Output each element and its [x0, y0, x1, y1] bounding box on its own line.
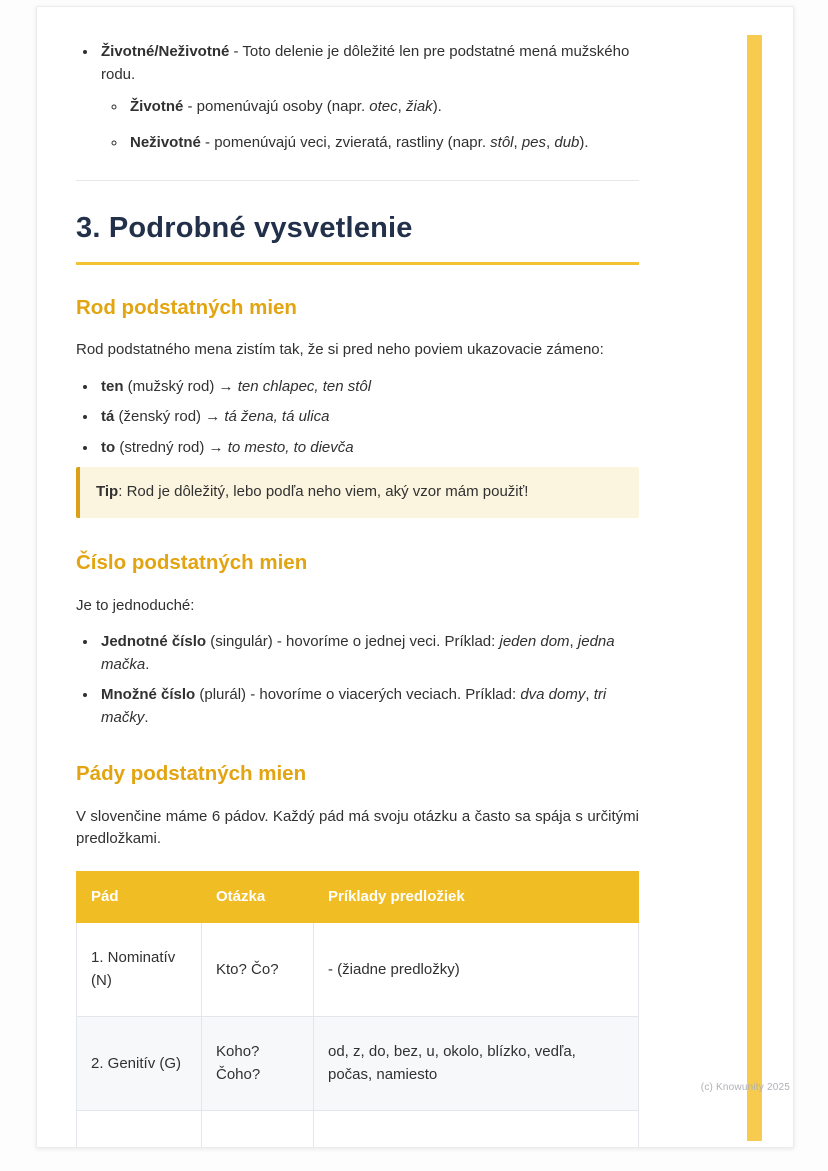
cases-table [76, 871, 639, 1148]
list-item [98, 631, 639, 676]
column-header-predlozky: Príklady predložiek [314, 871, 639, 923]
rod-list [76, 376, 639, 460]
table-row [77, 1017, 639, 1111]
table-cell [77, 1111, 202, 1148]
watermark: (c) Knowunity 2025 [700, 1082, 790, 1093]
tip-text: Tip: Rod je dôležitý, lebo podľa neho viem, aký vzor mám použiť! [96, 483, 529, 501]
table-header-row [77, 871, 639, 923]
list-item [127, 96, 639, 119]
table-cell: Koho? Čoho? [202, 1017, 314, 1111]
animacy-sublist [101, 96, 639, 154]
table-cell: 1. Nominatív (N) [77, 923, 202, 1017]
subsection-heading-pady: Pády podstatných mien [76, 762, 307, 785]
table-cell: 2. Genitív (G) [77, 1017, 202, 1111]
list-item-text: tá (ženský rod) → tá žena, tá ulica [101, 408, 330, 426]
brand-ribbon [747, 35, 762, 1141]
list-item [98, 684, 639, 729]
list-item-text: Životné - pomenúvajú osoby (napr. otec, žiak). [130, 98, 442, 115]
list-item-text: to (stredný rod) → to mesto, to dievča [101, 438, 354, 456]
column-header-otazka: Otázka [202, 871, 314, 923]
cases-table-header [77, 871, 639, 923]
subsection-heading-rod: Rod podstatných mien [76, 295, 297, 319]
column-header-pad: Pád [77, 871, 202, 923]
list-item-text: Životné/Neživotné - Toto delenie je dôležité len pre podstatné mená mužského rodu. [101, 43, 630, 83]
paragraph-rod-intro: Rod podstatného mena zistím tak, že si pred neho poviem ukazovacie zámeno: [76, 341, 604, 359]
section-heading: 3. Podrobné vysvetlenie [76, 207, 639, 265]
table-row-cutoff [77, 1111, 639, 1148]
table-cell [314, 1111, 639, 1148]
table-cell [202, 1111, 314, 1148]
section-divider [76, 180, 639, 181]
table-row [77, 923, 639, 1017]
list-item [98, 437, 639, 460]
list-item [127, 132, 639, 155]
table-cell: od, z, do, bez, u, okolo, blízko, vedľa, počas, namiesto [314, 1017, 639, 1111]
list-item [98, 376, 639, 399]
paragraph-pady-intro: V slovenčine máme 6 pádov. Každý pád má svoju otázku a často sa spája s určitými predložkami. [76, 807, 639, 848]
cislo-list [76, 631, 639, 729]
cases-table-body [77, 923, 639, 1148]
table-cell: Kto? Čo? [202, 923, 314, 1017]
document-page [36, 6, 794, 1148]
list-item-text: Množné číslo (plurál) - hovoríme o viacerých veciach. Príklad: dva domy, tri mačky. [101, 686, 607, 726]
list-item [98, 41, 639, 154]
list-item-text: ten (mužský rod) → ten chlapec, ten stôl [101, 377, 372, 395]
paragraph-cislo-intro: Je to jednoduché: [76, 596, 195, 614]
animacy-list [76, 41, 639, 154]
table-cell: - (žiadne predložky) [314, 923, 639, 1017]
tip-callout [76, 467, 639, 518]
list-item [98, 406, 639, 429]
list-item-text: Jednotné číslo (singulár) - hovoríme o jednej veci. Príklad: jeden dom, jedna mačka. [101, 633, 615, 673]
page-content [76, 7, 639, 1148]
subsection-heading-cislo: Číslo podstatných mien [76, 550, 308, 574]
list-item-text: Neživotné - pomenúvajú veci, zvieratá, rastliny (napr. stôl, pes, dub). [130, 133, 589, 151]
